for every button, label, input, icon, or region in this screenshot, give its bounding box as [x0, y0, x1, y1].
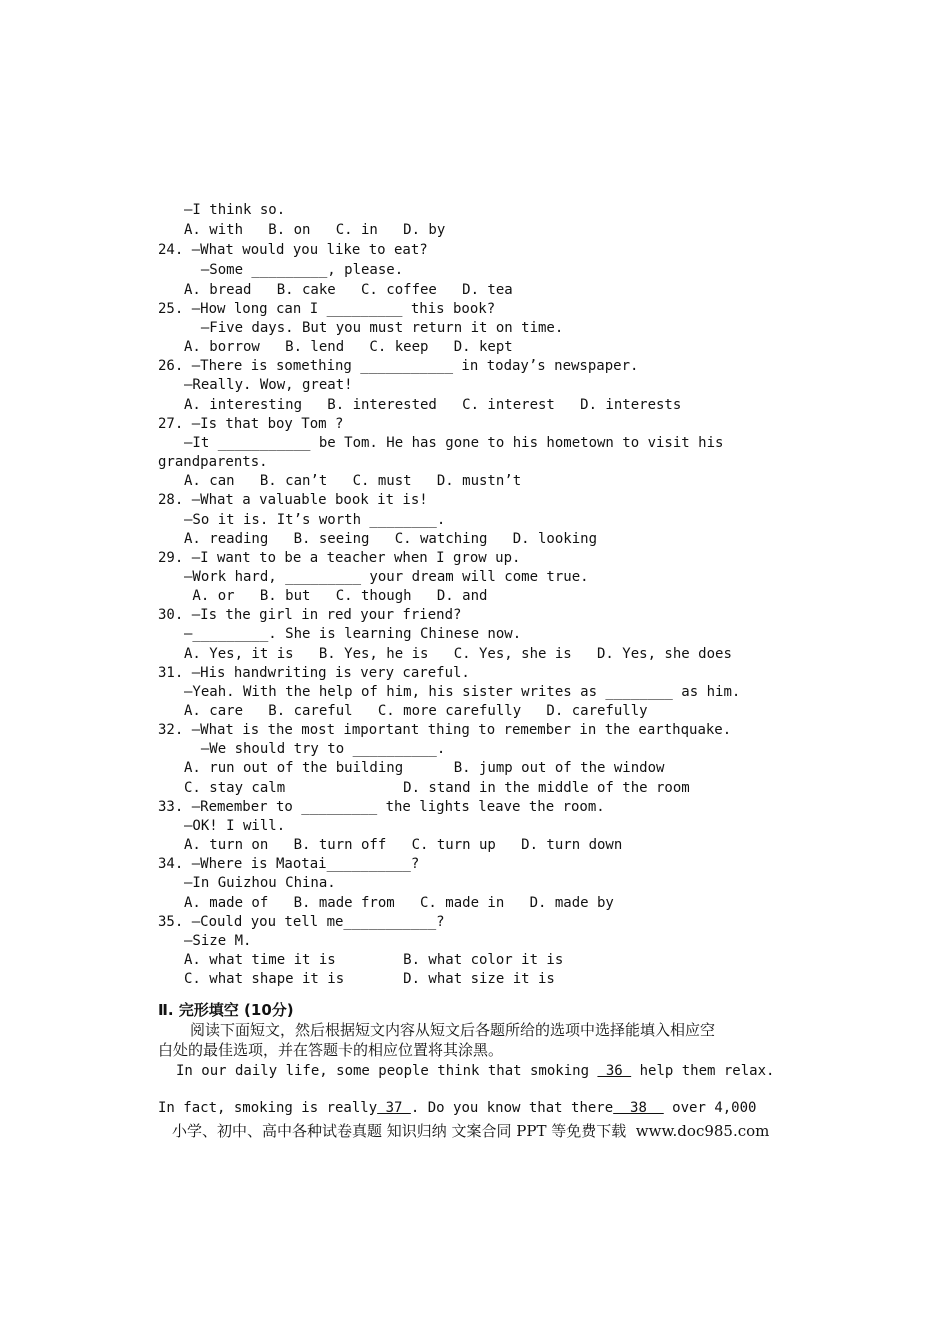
- options-31: A. care B. careful C. more carefully D. carefully: [184, 703, 648, 719]
- question-27: 27. —Is that boy Tom ?: [158, 416, 344, 432]
- line-31-answer: —Yeah. With the help of him, his sister writes as ________ as him.: [184, 684, 741, 700]
- passage-line-1: [176, 1062, 774, 1081]
- line-33-answer: —OK! I will.: [184, 818, 286, 834]
- blank-38: 38: [613, 1100, 664, 1116]
- line-23-answer: —I think so.: [184, 202, 286, 218]
- section-heading: Ⅱ. 完形填空 (10分): [158, 1001, 294, 1019]
- question-25: 25. —How long can I _________ this book?: [158, 301, 496, 317]
- line-34-answer: —In Guizhou China.: [184, 875, 336, 891]
- line-28-answer: —So it is. It’s worth ________.: [184, 512, 446, 528]
- section-instruction-line-1: 阅读下面短文，然后根据短文内容从短文后各题所给的选项中选择能填入相应空: [190, 1021, 716, 1039]
- question-28: 28. —What a valuable book it is!: [158, 492, 428, 508]
- line-25-answer: —Five days. But you must return it on time.: [184, 320, 564, 336]
- options-25: A. borrow B. lend C. keep D. kept: [184, 339, 513, 355]
- question-30: 30. —Is the girl in red your friend?: [158, 607, 462, 623]
- question-29: 29. —I want to be a teacher when I grow up.: [158, 550, 521, 566]
- line-24-answer: —Some _________, please.: [184, 262, 404, 278]
- question-24: 24. —What would you like to eat?: [158, 242, 428, 258]
- line-32-answer: —We should try to __________.: [184, 741, 446, 757]
- options-29: A. or B. but C. though D. and: [184, 588, 488, 604]
- options-34: A. made of B. made from C. made in D. made by: [184, 895, 614, 911]
- passage-line-2: [158, 1099, 756, 1118]
- line-29-answer: —Work hard, _________ your dream will come true.: [184, 569, 589, 585]
- question-35: 35. —Could you tell me___________?: [158, 914, 445, 930]
- passage-text: In fact, smoking is really: [158, 1100, 378, 1116]
- line-27-answer: —It ___________ be Tom. He has gone to his hometown to visit his: [184, 435, 724, 451]
- passage-text: . Do you know that there: [410, 1100, 614, 1116]
- options-33: A. turn on B. turn off C. turn up D. turn down: [184, 837, 623, 853]
- passage-text: In our daily life, some people think that smoking: [176, 1063, 598, 1079]
- page-footer: 小学、初中、高中各种试卷真题 知识归纳 文案合同 PPT 等免费下载 www.doc985.com: [172, 1122, 770, 1140]
- blank-37: 37: [377, 1100, 411, 1116]
- options-32-ab: A. run out of the building B. jump out of the window: [184, 760, 665, 776]
- question-32: 32. —What is the most important thing to remember in the earthquake.: [158, 722, 732, 738]
- line-26-answer: —Really. Wow, great!: [184, 377, 353, 393]
- blank-36: 36: [597, 1063, 632, 1079]
- options-32-cd: C. stay calm D. stand in the middle of the room: [184, 780, 690, 796]
- question-26: 26. —There is something ___________ in today’s newspaper.: [158, 358, 639, 374]
- options-24: A. bread B. cake C. coffee D. tea: [184, 282, 513, 298]
- section-instruction-line-2: 白处的最佳选项，并在答题卡的相应位置将其涂黑。: [158, 1041, 504, 1059]
- line-35-answer: —Size M.: [184, 933, 252, 949]
- question-34: 34. —Where is Maotai__________?: [158, 856, 420, 872]
- options-23: A. with B. on C. in D. by: [184, 222, 446, 238]
- passage-text: over 4,000: [663, 1100, 757, 1116]
- options-30: A. Yes, it is B. Yes, he is C. Yes, she is D. Yes, she does: [184, 646, 732, 662]
- options-26: A. interesting B. interested C. interest D. interests: [184, 397, 682, 413]
- question-33: 33. —Remember to _________ the lights leave the room.: [158, 799, 605, 815]
- options-28: A. reading B. seeing C. watching D. looking: [184, 531, 598, 547]
- options-27: A. can B. can’t C. must D. mustn’t: [184, 473, 522, 489]
- line-30-answer: —_________. She is learning Chinese now.: [184, 626, 522, 642]
- options-35-cd: C. what shape it is D. what size it is: [184, 971, 555, 987]
- options-35-ab: A. what time it is B. what color it is: [184, 952, 564, 968]
- passage-text: help them relax.: [631, 1063, 775, 1079]
- question-31: 31. —His handwriting is very careful.: [158, 665, 470, 681]
- line-27-continued: grandparents.: [158, 454, 268, 470]
